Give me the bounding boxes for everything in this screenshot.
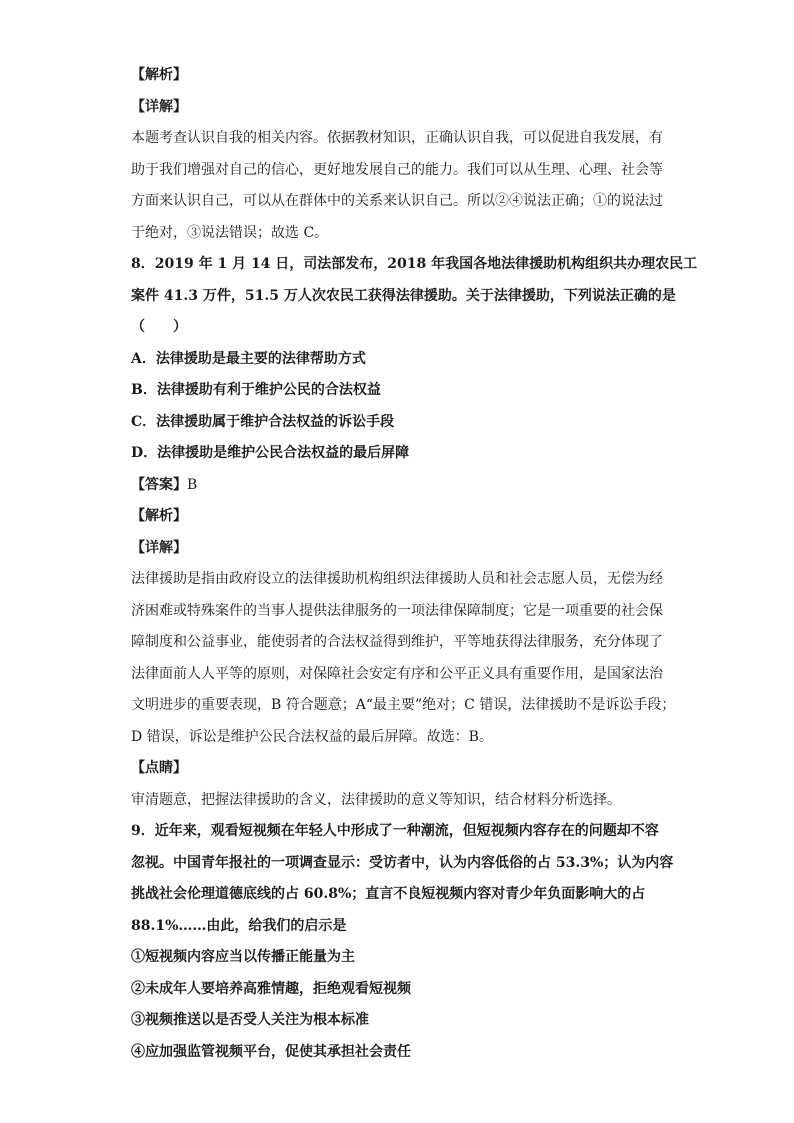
detail-line: 于绝对，③说法错误；故选 C。 xyxy=(131,224,329,241)
detail-line: D 错误，诉讼是维护公民合法权益的最后屏障。故选：B。 xyxy=(131,728,493,745)
option-b: B．法律援助有利于维护公民的合法权益 xyxy=(131,382,381,398)
option-a: A．法律援助是最主要的法律帮助方式 xyxy=(131,350,366,367)
statement-4: ④应加强监管视频平台，促使其承担社会责任 xyxy=(131,1043,411,1060)
detail-line: 法律援助是指由政府设立的法律援助机构组织法律援助人员和社会志愿人员，无偿为经 xyxy=(131,571,663,587)
detail-heading: 【详解】 xyxy=(131,98,187,115)
detail-line: 济困难或特殊案件的当事人提供法律服务的一项法律保障制度；它是一项重要的社会保 xyxy=(131,602,663,619)
detail-line: 法律面前人人平等的原则，对保障社会安定有序和公平正义具有重要作用，是国家法治 xyxy=(131,665,663,682)
option-d: D．法律援助是维护公民合法权益的最后屏障 xyxy=(131,445,410,461)
point-line: 审清题意，把握法律援助的含义，法律援助的意义等知识，结合材料分析选择。 xyxy=(131,791,621,808)
detail-line: 文明进步的重要表现，B 符合题意；A“最主要”绝对；C 错误，法律援助不是诉讼手段； xyxy=(131,697,676,713)
statement-3: ③视频推送以是否受人关注为根本标准 xyxy=(131,1012,369,1028)
detail-paragraph xyxy=(131,564,676,753)
document-page xyxy=(131,60,698,1068)
question-line: （ ） xyxy=(131,319,187,335)
detail-heading: 【详解】 xyxy=(131,539,187,556)
analysis-heading: 【解析】 xyxy=(131,508,187,524)
question-stem xyxy=(131,249,698,344)
option-c: C．法律援助属于维护合法权益的诉讼手段 xyxy=(131,413,395,430)
detail-paragraph xyxy=(131,123,664,249)
analysis-heading: 【解析】 xyxy=(131,67,187,83)
detail-line: 障制度和公益事业，能使弱者的合法权益得到维护，平等地获得法律服务，充分体现了 xyxy=(131,634,663,650)
detail-line: 方面来认识自己，可以从在群体中的关系来认识自己。所以②④说法正确；①的说法过 xyxy=(131,193,663,209)
point-heading: 【点睛】 xyxy=(131,760,187,776)
statement-1: ①短视频内容应当以传播正能量为主 xyxy=(131,949,355,965)
question-stem xyxy=(131,816,674,942)
question-line: 9．近年来，观看短视频在年轻人中形成了一种潮流，但短视频内容存在的问题却不容 xyxy=(131,823,659,839)
answer-line xyxy=(131,470,664,502)
question-line: 8．2019 年 1 月 14 日，司法部发布，2018 年我国各地法律援助机构组织共办理农民工 xyxy=(131,256,698,272)
detail-line: 助于我们增强对自己的信心，更好地发展自己的能力。我们可以从生理、心理、社会等 xyxy=(131,161,663,178)
answer-heading: 【答案】 xyxy=(131,476,187,493)
question-line: 案件 41.3 万件，51.5 万人次农民工获得法律援助。关于法律援助，下列说法正确的是 xyxy=(131,287,676,304)
detail-line: 本题考查认识自我的相关内容。依据教材知识，正确认识自我，可以促进自我发展，有 xyxy=(131,130,663,146)
answer-value: B xyxy=(187,476,198,493)
statement-2: ②未成年人要培养高雅情趣，拒绝观看短视频 xyxy=(131,980,411,997)
question-line: 88.1%……由此，给我们的启示是 xyxy=(131,917,347,934)
question-line: 挑战社会伦理道德底线的占 60.8%；直言不良短视频内容对青少年负面影响大的占 xyxy=(131,886,646,902)
question-line: 忽视。中国青年报社的一项调查显示：受访者中，认为内容低俗的占 53.3%；认为内容 xyxy=(131,854,674,871)
